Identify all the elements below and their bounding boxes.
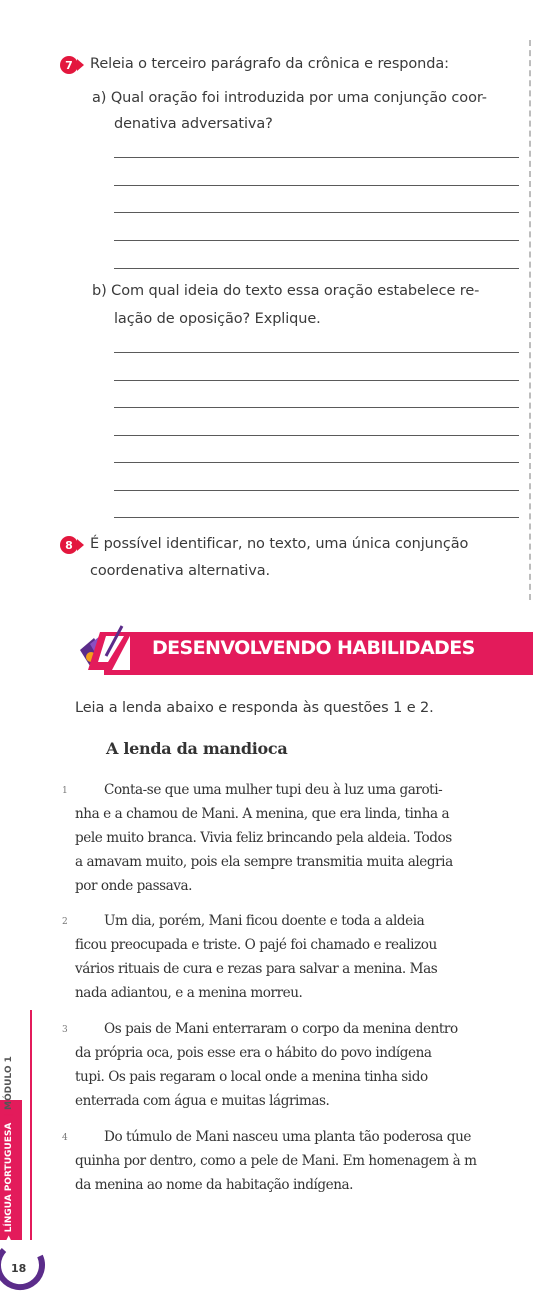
answer-line[interactable] [114,435,519,436]
question-7-badge-tail [77,59,84,71]
paragraph-1-line: Conta-se que uma mulher tupi deu à luz uma garoti- [104,782,443,798]
answer-line[interactable] [114,352,519,353]
question-7b-line-1: b) Com qual ideia do texto essa oração estabelece re- [92,283,480,299]
page-number-badge [0,1246,46,1292]
sidebar-subject-icon: ▸ [4,1232,14,1240]
paragraph-3-line: enterrada com água e muitas lágrimas. [75,1093,330,1109]
legend-intro: Leia a lenda abaixo e responda às questões 1 e 2. [75,700,434,716]
sidebar-subject-module [4,1056,14,1240]
paragraph-3-line: da própria oca, pois esse era o hábito do povo indígena [75,1045,432,1061]
answer-line[interactable] [114,380,519,381]
paragraph-2-line: vários rituais de cura e rezas para salvar a menina. Mas [75,961,438,977]
paragraph-4-line: da menina ao nome da habitação indígena. [75,1177,354,1193]
paragraph-1-line: pele muito branca. Vivia feliz brincando pela aldeia. Todos [75,830,452,846]
paragraph-2-line: Um dia, porém, Mani ficou doente e toda a aldeia [104,913,425,929]
question-8-line-1: É possível identificar, no texto, uma única conjunção [90,536,469,552]
paragraph-3-line: tupi. Os pais regaram o local onde a menina tinha sido [75,1069,428,1085]
question-7a-line-1: a) Qual oração foi introduzida por uma conjunção coor- [92,90,487,106]
page-edge-divider [529,40,531,600]
sidebar-separator: | [4,1109,14,1120]
legend-title: A lenda da mandioca [106,739,288,758]
question-8-badge-tail [77,539,84,551]
answer-line[interactable] [114,490,519,491]
answer-line[interactable] [114,212,519,213]
sidebar-module: MÓDULO 1 [4,1056,14,1110]
question-7b-line-2: lação de oposição? Explique. [114,311,321,327]
answer-line[interactable] [114,157,519,158]
sidebar-subject: LÍNGUA PORTUGUESA [4,1122,14,1233]
answer-line[interactable] [114,268,519,269]
paragraph-2-line: nada adiantou, e a menina morreu. [75,985,303,1001]
paragraph-2-line: ficou preocupada e triste. O pajé foi chamado e realizou [75,937,437,953]
skills-banner-stripe [104,670,533,675]
question-7-badge: 7 [60,56,78,74]
paragraph-3-line: Os pais de Mani enterraram o corpo da menina dentro [104,1021,458,1037]
answer-line[interactable] [114,407,519,408]
paragraph-4-line: Do túmulo de Mani nasceu uma planta tão poderosa que [104,1129,471,1145]
answer-line[interactable] [114,462,519,463]
paragraph-number: 1 [62,786,68,796]
paragraph-1-line: nha e a chamou de Mani. A menina, que era linda, tinha a [75,806,450,822]
answer-line[interactable] [114,517,519,518]
skills-banner-title: DESENVOLVENDO HABILIDADES [152,637,475,659]
answer-line[interactable] [114,185,519,186]
question-8-line-2: coordenativa alternativa. [90,563,271,579]
question-7a-line-2: denativa adversativa? [114,116,273,132]
paragraph-number: 4 [62,1133,68,1143]
paragraph-number: 3 [62,1025,68,1035]
page-number: 18 [11,1262,27,1275]
paragraph-1-line: por onde passava. [75,878,193,894]
question-7-prompt: Releia o terceiro parágrafo da crônica e responda: [90,56,449,72]
question-8-badge: 8 [60,536,78,554]
answer-line[interactable] [114,240,519,241]
paragraph-1-line: a amavam muito, pois ela sempre transmitia muita alegria [75,854,453,870]
paragraph-number: 2 [62,917,68,927]
paragraph-4-line: quinha por dentro, como a pele de Mani. Em homenagem à m [75,1153,477,1169]
